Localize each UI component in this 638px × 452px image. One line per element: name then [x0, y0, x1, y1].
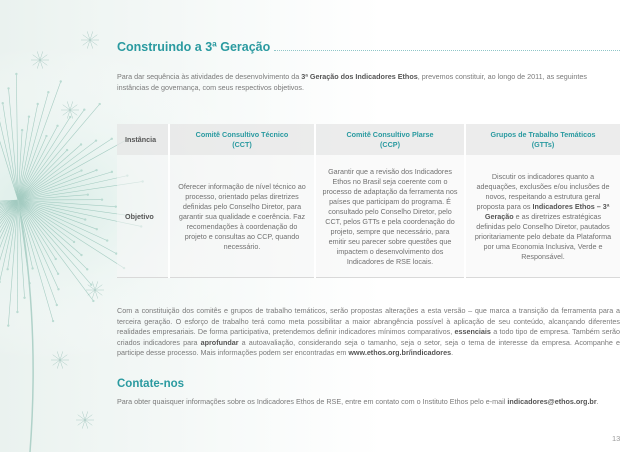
header-instancia: Instância	[117, 124, 169, 155]
table-row	[117, 155, 620, 278]
contact-text: Para obter quaisquer informações sobre os Indicadores Ethos de RSE, entre em contato com o Instituto Ethos pelo e-mail indicadores@ethos.org.br.	[117, 397, 599, 406]
body-paragraph: Com a constituição dos comitês e grupos de trabalho temáticos, serão propostas alterações a esta versão – que marca a transição da ferramenta para a terceira geração. O esforço de trabalho terá como meta possibilitar a maior abrangência possível à aplicação de seu conteúdo, alcançando diferentes realidades empresariais. De forma participativa, pretendemos definir indicadores mínimos comparativos, essenciais a todo tipo de empresa. Também serão criados indicadores para aprofundar a autoavaliação, considerando seja o tamanho, seja o setor, seja o tema de interesse da empresa. Acompanhe e participe desse processo. Mais informações podem ser encontradas em www.ethos.org.br/indicadores.	[117, 306, 621, 357]
header-ccp: Comitê Consultivo Plarse (CCP)	[315, 124, 465, 155]
cell-cct: Oferecer informação de nível técnico ao processo, orientado pelas diretrizes definidas pelo Conselho Diretor, para garantir sua qualidade e coerência. Faz recomendações à coordenação do projeto e consultas ao CCP, quando necessário.	[169, 155, 315, 278]
table-header-row	[117, 124, 620, 155]
row-label-objetivo: Objetivo	[117, 155, 169, 278]
contact-email-link[interactable]: indicadores@ethos.org.br	[507, 397, 597, 406]
intro-paragraph: Para dar sequência às atividades de desenvolvimento da 3ª Geração dos Indicadores Ethos, prevemos constituir, ao longo de 2011, as seguintes instâncias de governança, com seus respectivos objetivos.	[117, 72, 587, 92]
cell-ccp: Garantir que a revisão dos Indicadores Ethos no Brasil seja coerente com o processo de adaptação da ferramenta nos países que participam do programa. É consultado pelo Conselho Diretor, pelo CCT, pelos GTTs e pela coordenação do projeto, sempre que necessário, para emitir seu parecer sobre questões que impactem o desenvolvimento dos Indicadores de RSE locais.	[315, 155, 465, 278]
intro-bold-text: 3ª Geração dos Indicadores Ethos	[301, 72, 418, 81]
indicators-link[interactable]: www.ethos.org.br/indicadores	[348, 348, 452, 357]
title-dotted-rule	[274, 50, 620, 51]
header-gtt: Grupos de Trabalho Temáticos (GTTs)	[465, 124, 620, 155]
cell-gtt: Discutir os indicadores quanto a adequações, exclusões e/ou inclusões de novos, respeitando a estrutura geral proposta para os Indicadores Ethos – 3ª Geração e as diretrizes estratégicas definidas pelo Conselho Diretor, pautados prioritariamente pelo debate da Plataforma por uma Economia Inclusiva, Verde e Responsável.	[465, 155, 620, 278]
governance-table	[117, 124, 620, 278]
section-title-text: Construindo a 3ª Geração	[117, 40, 271, 54]
page-number: 13	[612, 434, 621, 443]
contact-title: Contate-nos	[117, 378, 185, 390]
section-title	[117, 40, 620, 54]
header-cct: Comitê Consultivo Técnico (CCT)	[169, 124, 315, 155]
